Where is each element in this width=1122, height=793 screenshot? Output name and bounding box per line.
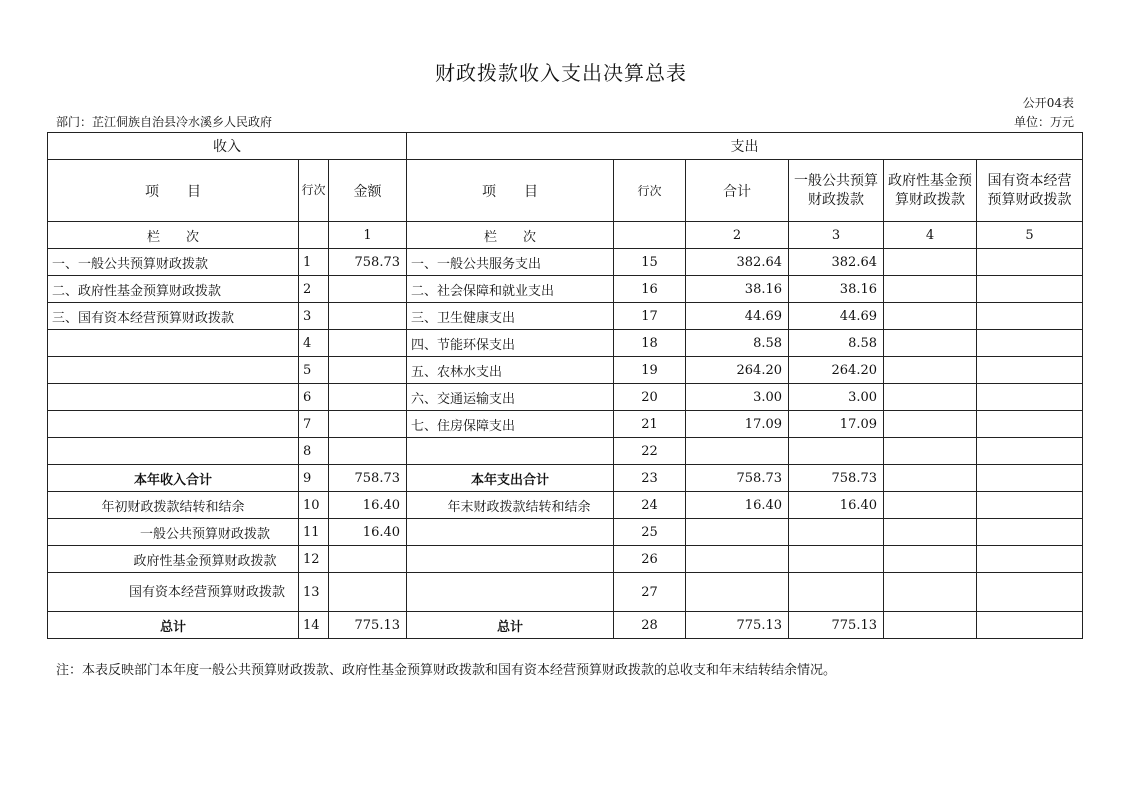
income-line-no-cell: 7 [299,411,329,438]
expense-line-no-cell: 25 [614,519,686,546]
income-amount-cell: 758.73 [329,249,407,276]
income-line-no-cell: 3 [299,303,329,330]
expense-item-cell: 七、住房保障支出 [407,411,614,438]
income-amount-cell [329,276,407,303]
income-amount-cell [329,357,407,384]
table-row [48,357,1083,384]
expense-total-cell: 38.16 [686,276,789,303]
gov-fund-cell [884,249,977,276]
general-budget-cell: 16.40 [789,492,884,519]
state-capital-cell [977,357,1083,384]
income-amount-cell: 16.40 [329,519,407,546]
expense-line-no-cell: 16 [614,276,686,303]
income-line-no-cell: 1 [299,249,329,276]
table-row [48,546,1083,573]
expense-line-no-cell: 21 [614,411,686,438]
gov-fund-cell [884,357,977,384]
state-capital-cell [977,492,1083,519]
expense-total-cell: 264.20 [686,357,789,384]
expense-total-cell [686,573,789,612]
table-row [48,411,1083,438]
table-row [48,492,1083,519]
income-line-no-cell: 8 [299,438,329,465]
expense-total-cell: 758.73 [686,465,789,492]
gov-fund-cell [884,519,977,546]
general-budget-cell: 44.69 [789,303,884,330]
income-amount-header: 金额 [329,160,407,222]
state-capital-cell [977,546,1083,573]
gov-fund-cell [884,303,977,330]
table-row [48,330,1083,357]
income-item-cell: 本年收入合计 [48,465,299,492]
expense-total-cell: 3.00 [686,384,789,411]
income-amount-cell [329,384,407,411]
expense-item-cell [407,546,614,573]
income-amount-cell [329,546,407,573]
expense-line-no-cell: 22 [614,438,686,465]
form-code: 公开04表 [1022,96,1074,110]
expense-line-no-cell: 17 [614,303,686,330]
expense-total-cell: 17.09 [686,411,789,438]
expense-item-cell [407,438,614,465]
income-line-no-cell: 4 [299,330,329,357]
unit-label: 单位：万元 [1013,115,1074,129]
income-column-label: 栏 次 [48,222,299,249]
income-item-cell: 二、政府性基金预算财政拨款 [48,276,299,303]
income-amount-cell [329,330,407,357]
expense-item-cell: 年末财政拨款结转和结余 [407,492,614,519]
col-num-1: 1 [329,222,407,249]
income-line-no-cell: 5 [299,357,329,384]
income-item-cell [48,357,299,384]
state-capital-cell [977,438,1083,465]
expense-line-no-cell: 27 [614,573,686,612]
empty-cell [299,222,329,249]
state-capital-cell [977,411,1083,438]
state-capital-cell [977,465,1083,492]
general-budget-cell: 775.13 [789,612,884,639]
empty-cell [614,222,686,249]
state-capital-cell [977,573,1083,612]
header-row-sections [48,133,1083,160]
state-capital-cell [977,384,1083,411]
income-amount-cell: 16.40 [329,492,407,519]
expense-item-cell [407,519,614,546]
expense-line-no-cell: 15 [614,249,686,276]
gov-fund-cell [884,492,977,519]
income-line-no-cell: 9 [299,465,329,492]
expense-item-cell [407,573,614,612]
general-budget-cell [789,519,884,546]
table-row [48,573,1083,612]
state-capital-cell [977,612,1083,639]
gov-fund-cell [884,276,977,303]
table-row [48,384,1083,411]
expense-line-no-cell: 24 [614,492,686,519]
expense-line-no-header: 行次 [614,160,686,222]
col-num-2: 2 [686,222,789,249]
income-line-no-header: 行次 [299,160,329,222]
income-amount-cell: 775.13 [329,612,407,639]
expense-item-cell: 一、一般公共服务支出 [407,249,614,276]
gov-fund-cell [884,330,977,357]
col-num-3: 3 [789,222,884,249]
table-row [48,465,1083,492]
expense-item-cell: 总计 [407,612,614,639]
state-capital-cell [977,303,1083,330]
expense-item-cell: 六、交通运输支出 [407,384,614,411]
state-capital-cell [977,519,1083,546]
table-row [48,276,1083,303]
general-budget-cell [789,546,884,573]
general-budget-cell [789,438,884,465]
general-budget-cell: 758.73 [789,465,884,492]
income-item-cell [48,330,299,357]
income-amount-cell [329,573,407,612]
expense-line-no-cell: 23 [614,465,686,492]
expense-item-cell: 五、农林水支出 [407,357,614,384]
col-num-5: 5 [977,222,1083,249]
income-amount-cell [329,303,407,330]
expense-total-cell: 44.69 [686,303,789,330]
income-line-no-cell: 2 [299,276,329,303]
footnote: 注：本表反映部门本年度一般公共预算财政拨款、政府性基金预算财政拨款和国有资本经营预算财政拨款的总收支和年末结转结余情况。 [56,663,837,678]
expense-item-cell: 二、社会保障和就业支出 [407,276,614,303]
expense-column-label: 栏 次 [407,222,614,249]
state-capital-cell [977,330,1083,357]
income-item-cell: 三、国有资本经营预算财政拨款 [48,303,299,330]
expense-item-cell: 本年支出合计 [407,465,614,492]
expense-total-header: 合计 [686,160,789,222]
expense-total-cell: 8.58 [686,330,789,357]
income-item-cell: 总计 [48,612,299,639]
income-amount-cell: 758.73 [329,465,407,492]
gov-fund-cell [884,411,977,438]
expense-line-no-cell: 19 [614,357,686,384]
column-number-row [48,222,1083,249]
expense-total-cell [686,519,789,546]
expense-item-cell: 四、节能环保支出 [407,330,614,357]
income-item-header: 项 目 [48,160,299,222]
income-line-no-cell: 13 [299,573,329,612]
state-capital-cell [977,276,1083,303]
expense-total-cell [686,438,789,465]
page-title: 财政拨款收入支出决算总表 [435,61,687,85]
expense-header: 支出 [407,133,1083,160]
income-item-cell [48,438,299,465]
gov-fund-cell [884,546,977,573]
header-row-columns [48,160,1083,222]
gov-fund-header: 政府性基金预算财政拨款 [884,160,977,222]
gov-fund-cell [884,612,977,639]
general-budget-cell: 382.64 [789,249,884,276]
expense-total-cell: 775.13 [686,612,789,639]
general-budget-cell: 17.09 [789,411,884,438]
general-budget-cell: 264.20 [789,357,884,384]
income-item-cell [48,411,299,438]
expense-line-no-cell: 28 [614,612,686,639]
income-item-cell: 一、一般公共预算财政拨款 [48,249,299,276]
budget-summary-table [47,132,1083,639]
income-item-cell [48,384,299,411]
income-header: 收入 [48,133,407,160]
expense-item-cell: 三、卫生健康支出 [407,303,614,330]
table-row [48,249,1083,276]
general-budget-cell: 3.00 [789,384,884,411]
table-row [48,438,1083,465]
gov-fund-cell [884,573,977,612]
expense-item-header: 项 目 [407,160,614,222]
general-budget-cell: 8.58 [789,330,884,357]
income-line-no-cell: 6 [299,384,329,411]
expense-total-cell: 16.40 [686,492,789,519]
table-row [48,612,1083,639]
expense-line-no-cell: 26 [614,546,686,573]
income-line-no-cell: 10 [299,492,329,519]
income-item-cell: 国有资本经营预算财政拨款 [48,573,299,612]
general-budget-header: 一般公共预算财政拨款 [789,160,884,222]
expense-line-no-cell: 20 [614,384,686,411]
col-num-4: 4 [884,222,977,249]
income-item-cell: 政府性基金预算财政拨款 [48,546,299,573]
department-label: 部门：芷江侗族自治县冷水溪乡人民政府 [56,115,273,129]
state-capital-header: 国有资本经营预算财政拨款 [977,160,1083,222]
general-budget-cell [789,573,884,612]
income-line-no-cell: 12 [299,546,329,573]
gov-fund-cell [884,465,977,492]
state-capital-cell [977,249,1083,276]
table-row [48,519,1083,546]
income-amount-cell [329,411,407,438]
income-amount-cell [329,438,407,465]
expense-total-cell [686,546,789,573]
income-item-cell: 一般公共预算财政拨款 [48,519,299,546]
gov-fund-cell [884,438,977,465]
gov-fund-cell [884,384,977,411]
expense-total-cell: 382.64 [686,249,789,276]
income-line-no-cell: 14 [299,612,329,639]
general-budget-cell: 38.16 [789,276,884,303]
table-row [48,303,1083,330]
income-item-cell: 年初财政拨款结转和结余 [48,492,299,519]
income-line-no-cell: 11 [299,519,329,546]
expense-line-no-cell: 18 [614,330,686,357]
